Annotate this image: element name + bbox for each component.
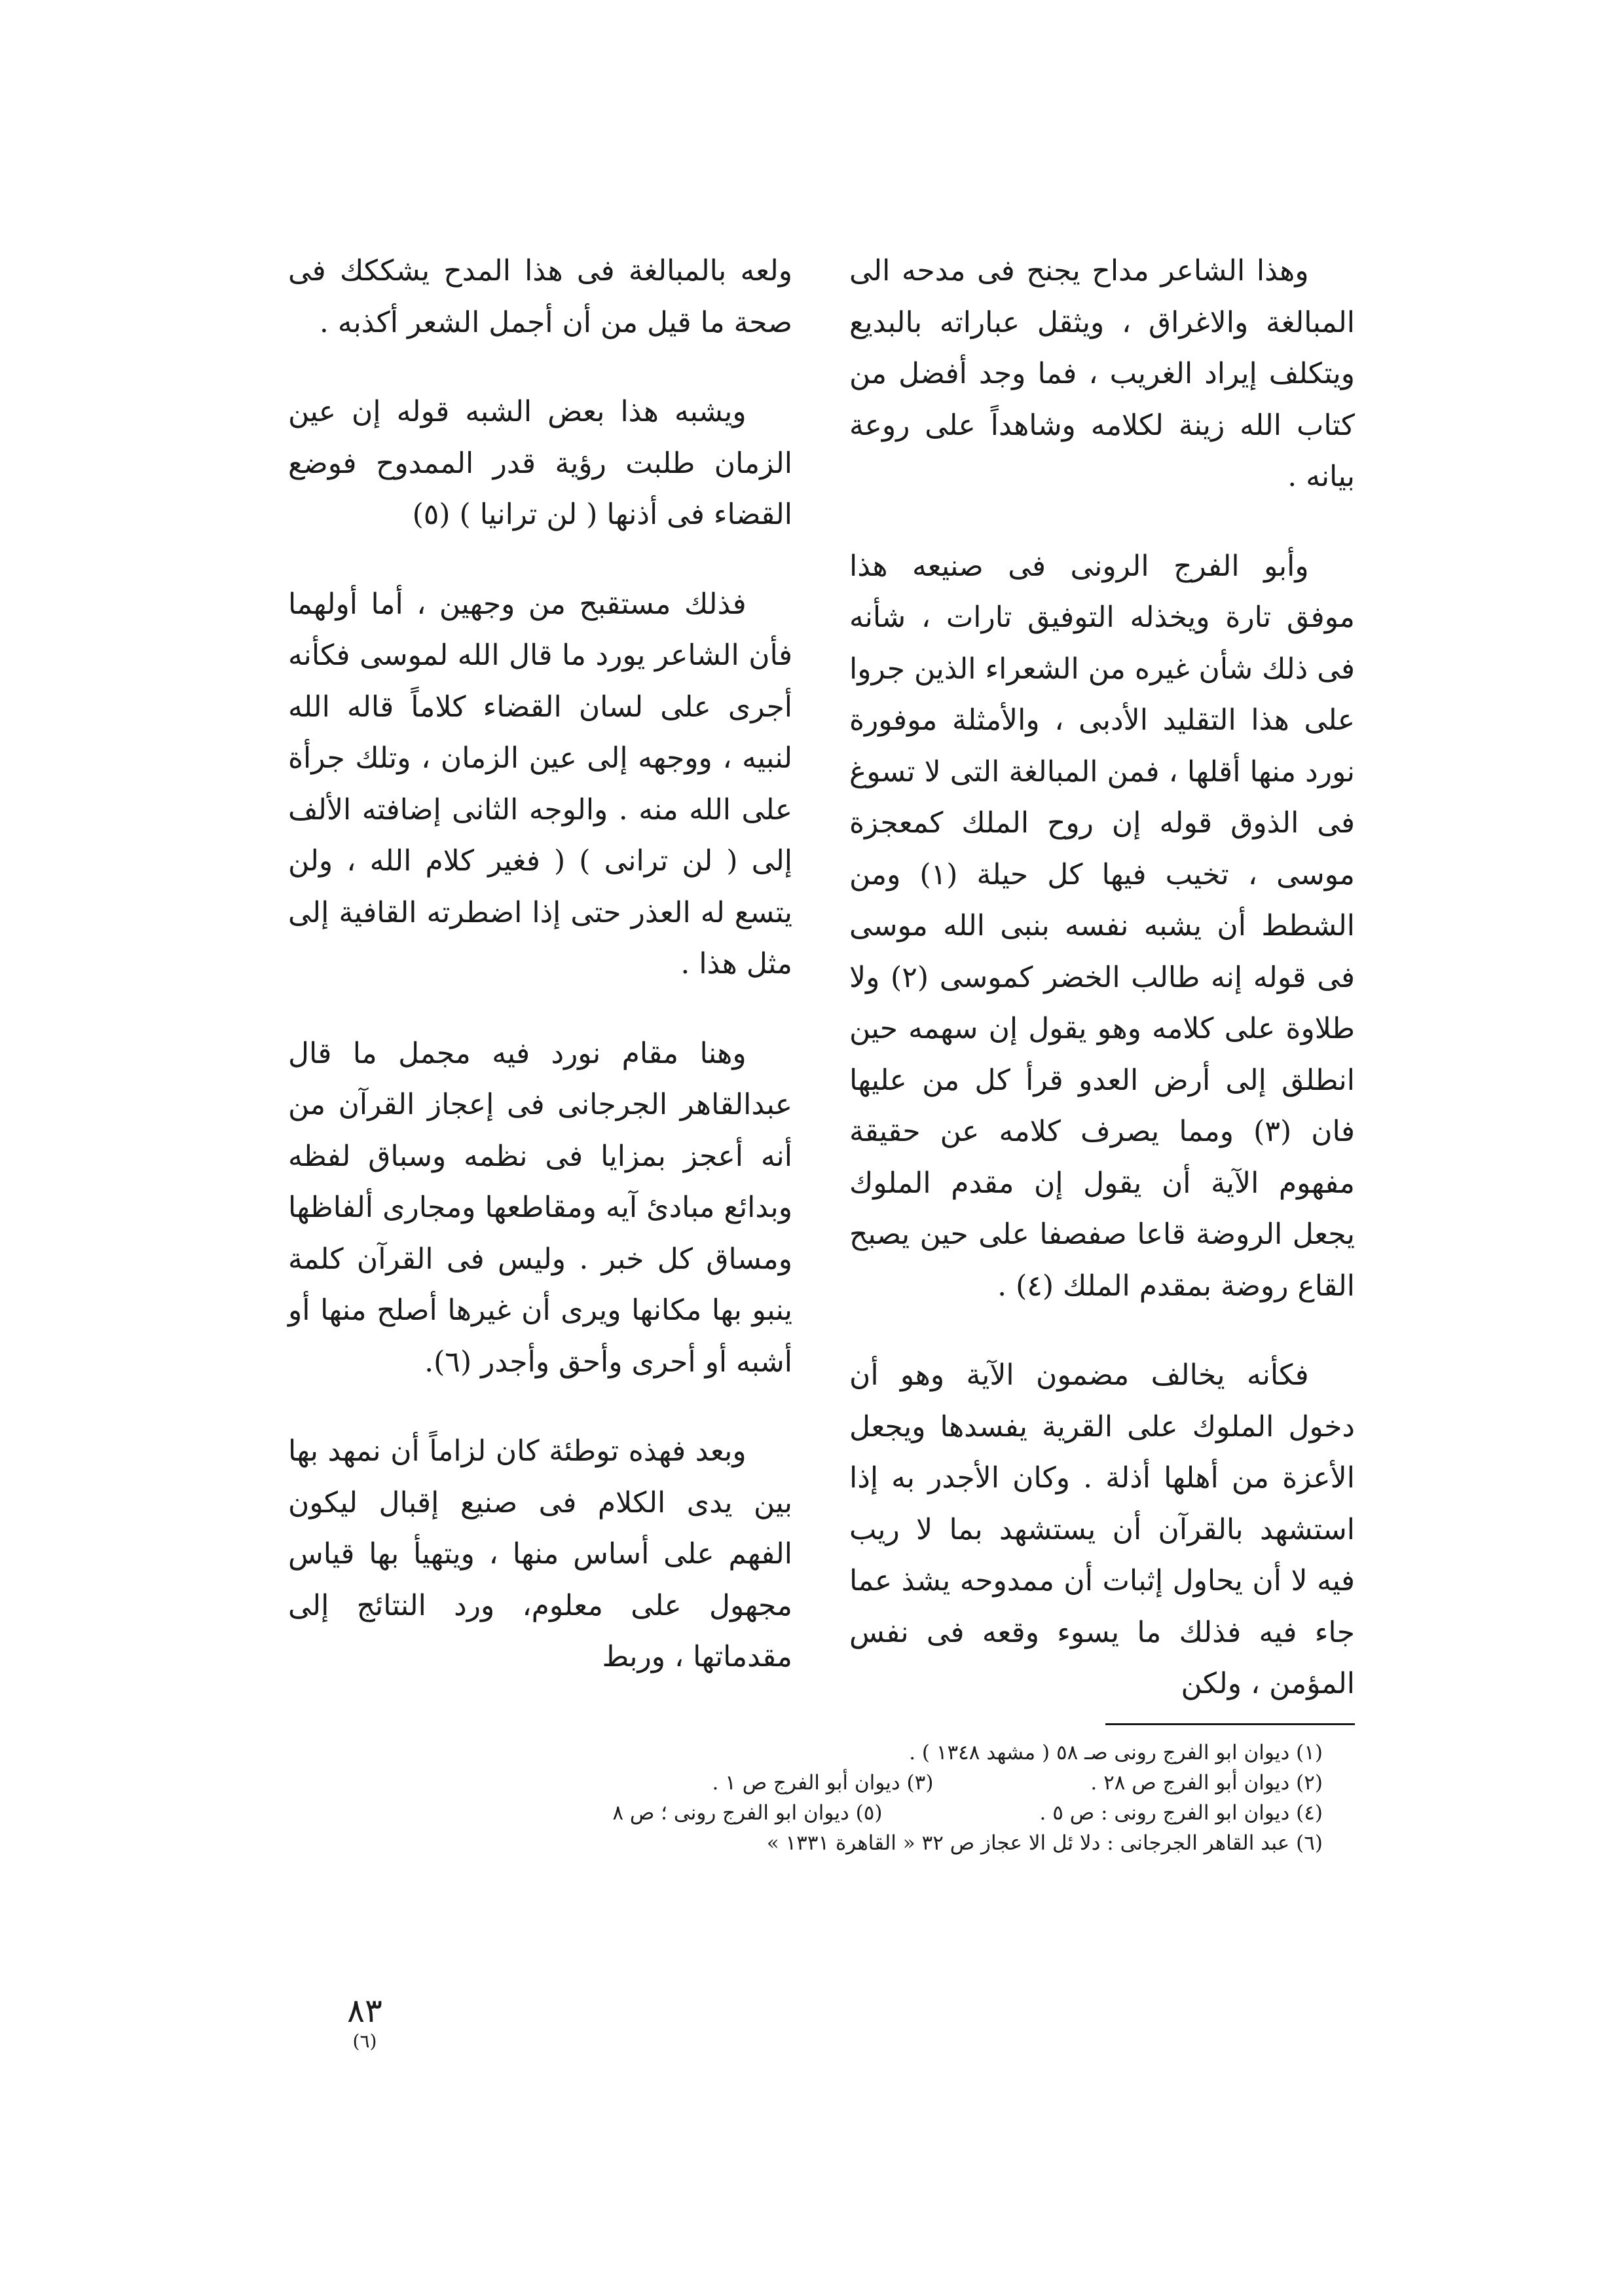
page-number: ٨٣ [347,1992,382,2030]
footnote-separator [1105,1723,1355,1725]
text-column-left [288,246,792,1721]
text-column-right [849,246,1355,1748]
footnote-5: (٥) ديوان ابو الفرج رونى ؛ ص ٨ [612,1801,883,1825]
footnote-1: (١) ديوان ابو الفرج رونى صـ ٥٨ ( مشهد ١٣٤٨ ) . [909,1741,1323,1764]
footnote-row [367,1768,1323,1798]
signature-mark: (٦) [352,2030,377,2052]
paragraph: فذلك مستقبح من وجهين ، أما أولهما فأن الشاعر يورد ما قال الله لموسى فكأنه أجرى على لسان القضاء كلاماً قاله الله لنبيه ، ووجهه إلى عين الزمان ، وتلك جرأة على الله منه . والوجه الثانى إضافته الألف إلى ( لن ترانى ) ( فغير كلام الله ، ولن يتسع له العذر حتى إذا اضطرته القافية إلى مثل هذا . [288,587,792,980]
footnote-6: (٦) عبد القاهر الجرجانى : دلا ئل الا عجاز ص ٣٢ « القاهرة ١٣٣١ » [766,1831,1323,1855]
footnotes [367,1738,1323,1858]
paragraph: فكأنه يخالف مضمون الآية وهو أن دخول الملوك على القرية يفسدها ويجعل الأعزة من أهلها أذلة . وكان الأجدر به إذا استشهد بالقرآن أن يستشهد بما لا ريب فيه لا أن يحاول إثبات أن ممدوحه يشذ عما جاء فيه فذلك ما يسوء وقعه فى نفس المؤمن ، ولكن [849,1358,1355,1700]
paragraph: وأبو الفرج الرونى فى صنيعه هذا موفق تارة ويخذله التوفيق تارات ، شأنه فى ذلك شأن غيره من الشعراء الذين جروا على هذا التقليد الأدبى ، والأمثلة موفورة نورد منها أقلها ، فمن المبالغة التى لا تسوغ فى الذوق قوله إن روح الملك كمعجزة موسى ، تخيب فيها كل حيلة (١) ومن الشطط أن يشبه نفسه بنبى الله موسى فى قوله إنه طالب الخضر كموسى (٢) ولا طلاوة على كلامه وهو يقول إن سهمه حين انطلق إلى أرض العدو قرأ كل من عليها فان (٣) ومما يصرف كلامه عن حقيقة مفهوم الآية أن يقول إن مقدم الملوك يجعل الروضة قاعا صفصفا على حين يصبح القاع روضة بمقدم الملك (٤) . [849,549,1356,1303]
paragraph: وهنا مقام نورد فيه مجمل ما قال عبدالقاهر الجرجانى فى إعجاز القرآن من أنه أعجز بمزايا فى نظمه وسباق لفظه وبدائع مبادئ آيه ومقاطعها ومجارى ألفاظها ومساق كل خبر . وليس فى القرآن كلمة ينبو بها مكانها ويرى أن غيرها أصلح منها أو أشبه أو أحرى وأحق وأجدر (٦). [288,1036,792,1379]
footnote-row [367,1798,1323,1828]
paragraph-continued: ولعه بالمبالغة فى هذا المدح يشككك فى صحة ما قيل من أن أجمل الشعر أكذبه . [288,254,792,339]
footnote-2: (٢) ديوان أبو الفرج ص ٢٨ . [1090,1771,1323,1795]
footnote-3: (٣) ديوان أبو الفرج ص ١ . [712,1771,934,1795]
page-folio [329,1991,401,2053]
paragraph: وبعد فهذه توطئة كان لزاماً أن نمهد بها بين يدى الكلام فى صنيع إقبال ليكون الفهم على أساس منها ، ويتهيأ بها قياس مجهول على معلوم، ورد النتائج إلى مقدماتها ، وربط [288,1434,792,1673]
paragraph: ويشبه هذا بعض الشبه قوله إن عين الزمان طلبت رؤية قدر الممدوح فوضع القضاء فى أذنها ( لن ترانيا ) (٥) [288,395,792,531]
footnote-4: (٤) ديوان ابو الفرج رونى : ص ٥ . [1039,1801,1323,1825]
paragraph: وهذا الشاعر مداح يجنح فى مدحه الى المبالغة والاغراق ، ويثقل عباراته بالبديع ويتكلف إيراد الغريب ، فما وجد أفضل من كتاب الله زينة لكلامه وشاهداً على روعة بيانه . [849,254,1355,493]
